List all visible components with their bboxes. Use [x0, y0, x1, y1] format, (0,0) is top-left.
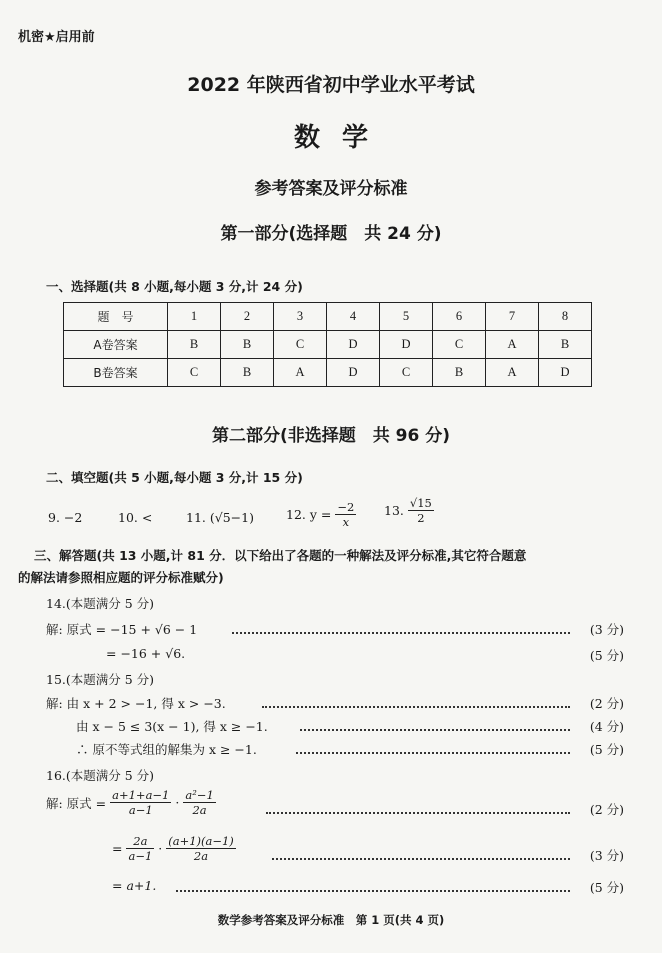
table-cell: A — [486, 331, 539, 359]
q16-line1-fraction1 — [110, 788, 171, 817]
leader-dots — [232, 632, 570, 634]
part1-title: 第一部分(选择题 共 24 分) — [220, 224, 442, 244]
table-cell: D — [327, 331, 380, 359]
q16-line2 — [112, 834, 236, 863]
q15-title: 15.(本题满分 5 分) — [46, 672, 155, 687]
answer-q10: 10. < — [118, 510, 153, 525]
q15-line3: ∴ 原不等式组的解集为 x ≥ −1. — [76, 742, 257, 757]
table-cell: D — [380, 331, 433, 359]
q15-line2-points: (4 分) — [589, 719, 624, 734]
q16-line1 — [46, 788, 216, 817]
multiply-dot: · — [158, 841, 163, 856]
table-cell: D — [539, 359, 592, 387]
fraction-denominator: a−1 — [128, 803, 153, 817]
answer-q9: 9. −2 — [48, 510, 83, 525]
table-cell: C — [168, 359, 221, 387]
leader-dots — [296, 752, 570, 754]
q16-line1-fraction2 — [183, 788, 215, 817]
leader-dots — [300, 729, 570, 731]
q16-line3: = a+1. — [112, 878, 157, 893]
q14-line2: = −16 + √6. — [106, 646, 186, 661]
table-cell: C — [380, 359, 433, 387]
document-title: 参考答案及评分标准 — [254, 179, 408, 199]
fraction-numerator: −2 — [337, 500, 355, 514]
leader-dots — [262, 706, 570, 708]
leader-dots — [272, 858, 570, 860]
fraction-numerator: a²−1 — [185, 788, 214, 802]
section1-heading: 一、选择题(共 8 小题,每小题 3 分,计 24 分) — [46, 279, 303, 294]
table-row — [64, 359, 592, 387]
q15-line1: 解: 由 x + 2 > −1, 得 x > −3. — [46, 696, 226, 711]
q16-title: 16.(本题满分 5 分) — [46, 768, 155, 783]
table-cell: 3 — [274, 303, 327, 331]
table-cell: D — [327, 359, 380, 387]
q16-line2-prefix: = — [112, 841, 123, 856]
answer-q13-prefix: 13. — [384, 503, 404, 518]
answer-table — [63, 302, 592, 387]
table-cell: B — [539, 331, 592, 359]
q16-line1-points: (2 分) — [589, 802, 624, 817]
answer-q12-fraction — [335, 500, 356, 529]
multiply-dot: · — [175, 795, 180, 810]
table-cell: B — [168, 331, 221, 359]
table-cell: B — [433, 359, 486, 387]
q16-line2-points: (3 分) — [589, 848, 624, 863]
table-cell: C — [433, 331, 486, 359]
q14-line2-points: (5 分) — [589, 648, 624, 663]
section3-heading-line2: 的解法请参照相应题的评分标准赋分) — [18, 570, 224, 585]
exam-title: 2022 年陕西省初中学业水平考试 — [187, 74, 475, 96]
q15-line1-points: (2 分) — [589, 696, 624, 711]
table-cell: 1 — [168, 303, 221, 331]
table-cell: 7 — [486, 303, 539, 331]
table-row-label: B卷答案 — [64, 359, 168, 387]
table-cell: A — [486, 359, 539, 387]
section3-heading-line1: 三、解答题(共 13 小题,计 81 分．以下给出了各题的一种解法及评分标准,其它符合题意 — [34, 548, 527, 563]
table-cell: 6 — [433, 303, 486, 331]
table-row-label: A卷答案 — [64, 331, 168, 359]
q14-line1: 解: 原式 = −15 + √6 − 1 — [46, 622, 198, 637]
section2-heading: 二、填空题(共 5 小题,每小题 3 分,计 15 分) — [46, 470, 303, 485]
fraction-denominator: 2 — [417, 511, 425, 525]
table-cell: 2 — [221, 303, 274, 331]
part2-title: 第二部分(非选择题 共 96 分) — [211, 426, 451, 446]
confidential-label: 机密★启用前 — [18, 30, 95, 45]
q16-line1-prefix: 解: 原式 = — [46, 795, 107, 811]
table-header-cell: 题 号 — [64, 303, 168, 331]
subject-title: 数学 — [293, 123, 390, 153]
q16-line2-fraction2 — [166, 834, 236, 863]
fraction-numerator: (a+1)(a−1) — [168, 834, 234, 848]
q15-line3-points: (5 分) — [589, 742, 624, 757]
leader-dots — [176, 890, 570, 892]
table-cell: 4 — [327, 303, 380, 331]
fraction-numerator: √15 — [409, 496, 432, 510]
table-cell: B — [221, 331, 274, 359]
table-cell: 5 — [380, 303, 433, 331]
q16-line3-points: (5 分) — [589, 880, 624, 895]
page-footer: 数学参考答案及评分标准 第 1 页(共 4 页) — [217, 913, 445, 927]
table-cell: A — [274, 359, 327, 387]
q14-line1-points: (3 分) — [589, 622, 624, 637]
table-row — [64, 331, 592, 359]
fraction-denominator: 2a — [192, 803, 207, 817]
q14-title: 14.(本题满分 5 分) — [46, 596, 155, 611]
answer-q13-fraction — [408, 496, 434, 525]
fraction-denominator: a−1 — [128, 849, 153, 863]
fraction-denominator: x — [342, 515, 350, 529]
q16-line2-fraction1 — [126, 834, 154, 863]
leader-dots — [266, 812, 570, 814]
fraction-denominator: 2a — [193, 849, 209, 863]
fraction-numerator: a+1+a−1 — [112, 788, 170, 802]
table-cell: B — [221, 359, 274, 387]
table-row — [64, 303, 592, 331]
answer-q11: 11. (√5−1) — [186, 510, 254, 525]
table-cell: C — [274, 331, 327, 359]
table-cell: 8 — [539, 303, 592, 331]
answer-q13 — [384, 496, 434, 525]
q15-line2: 由 x − 5 ≤ 3(x − 1), 得 x ≥ −1. — [76, 719, 268, 734]
answer-q12 — [286, 500, 356, 529]
answer-q12-prefix: 12. y = — [286, 507, 332, 522]
fraction-numerator: 2a — [126, 834, 154, 849]
